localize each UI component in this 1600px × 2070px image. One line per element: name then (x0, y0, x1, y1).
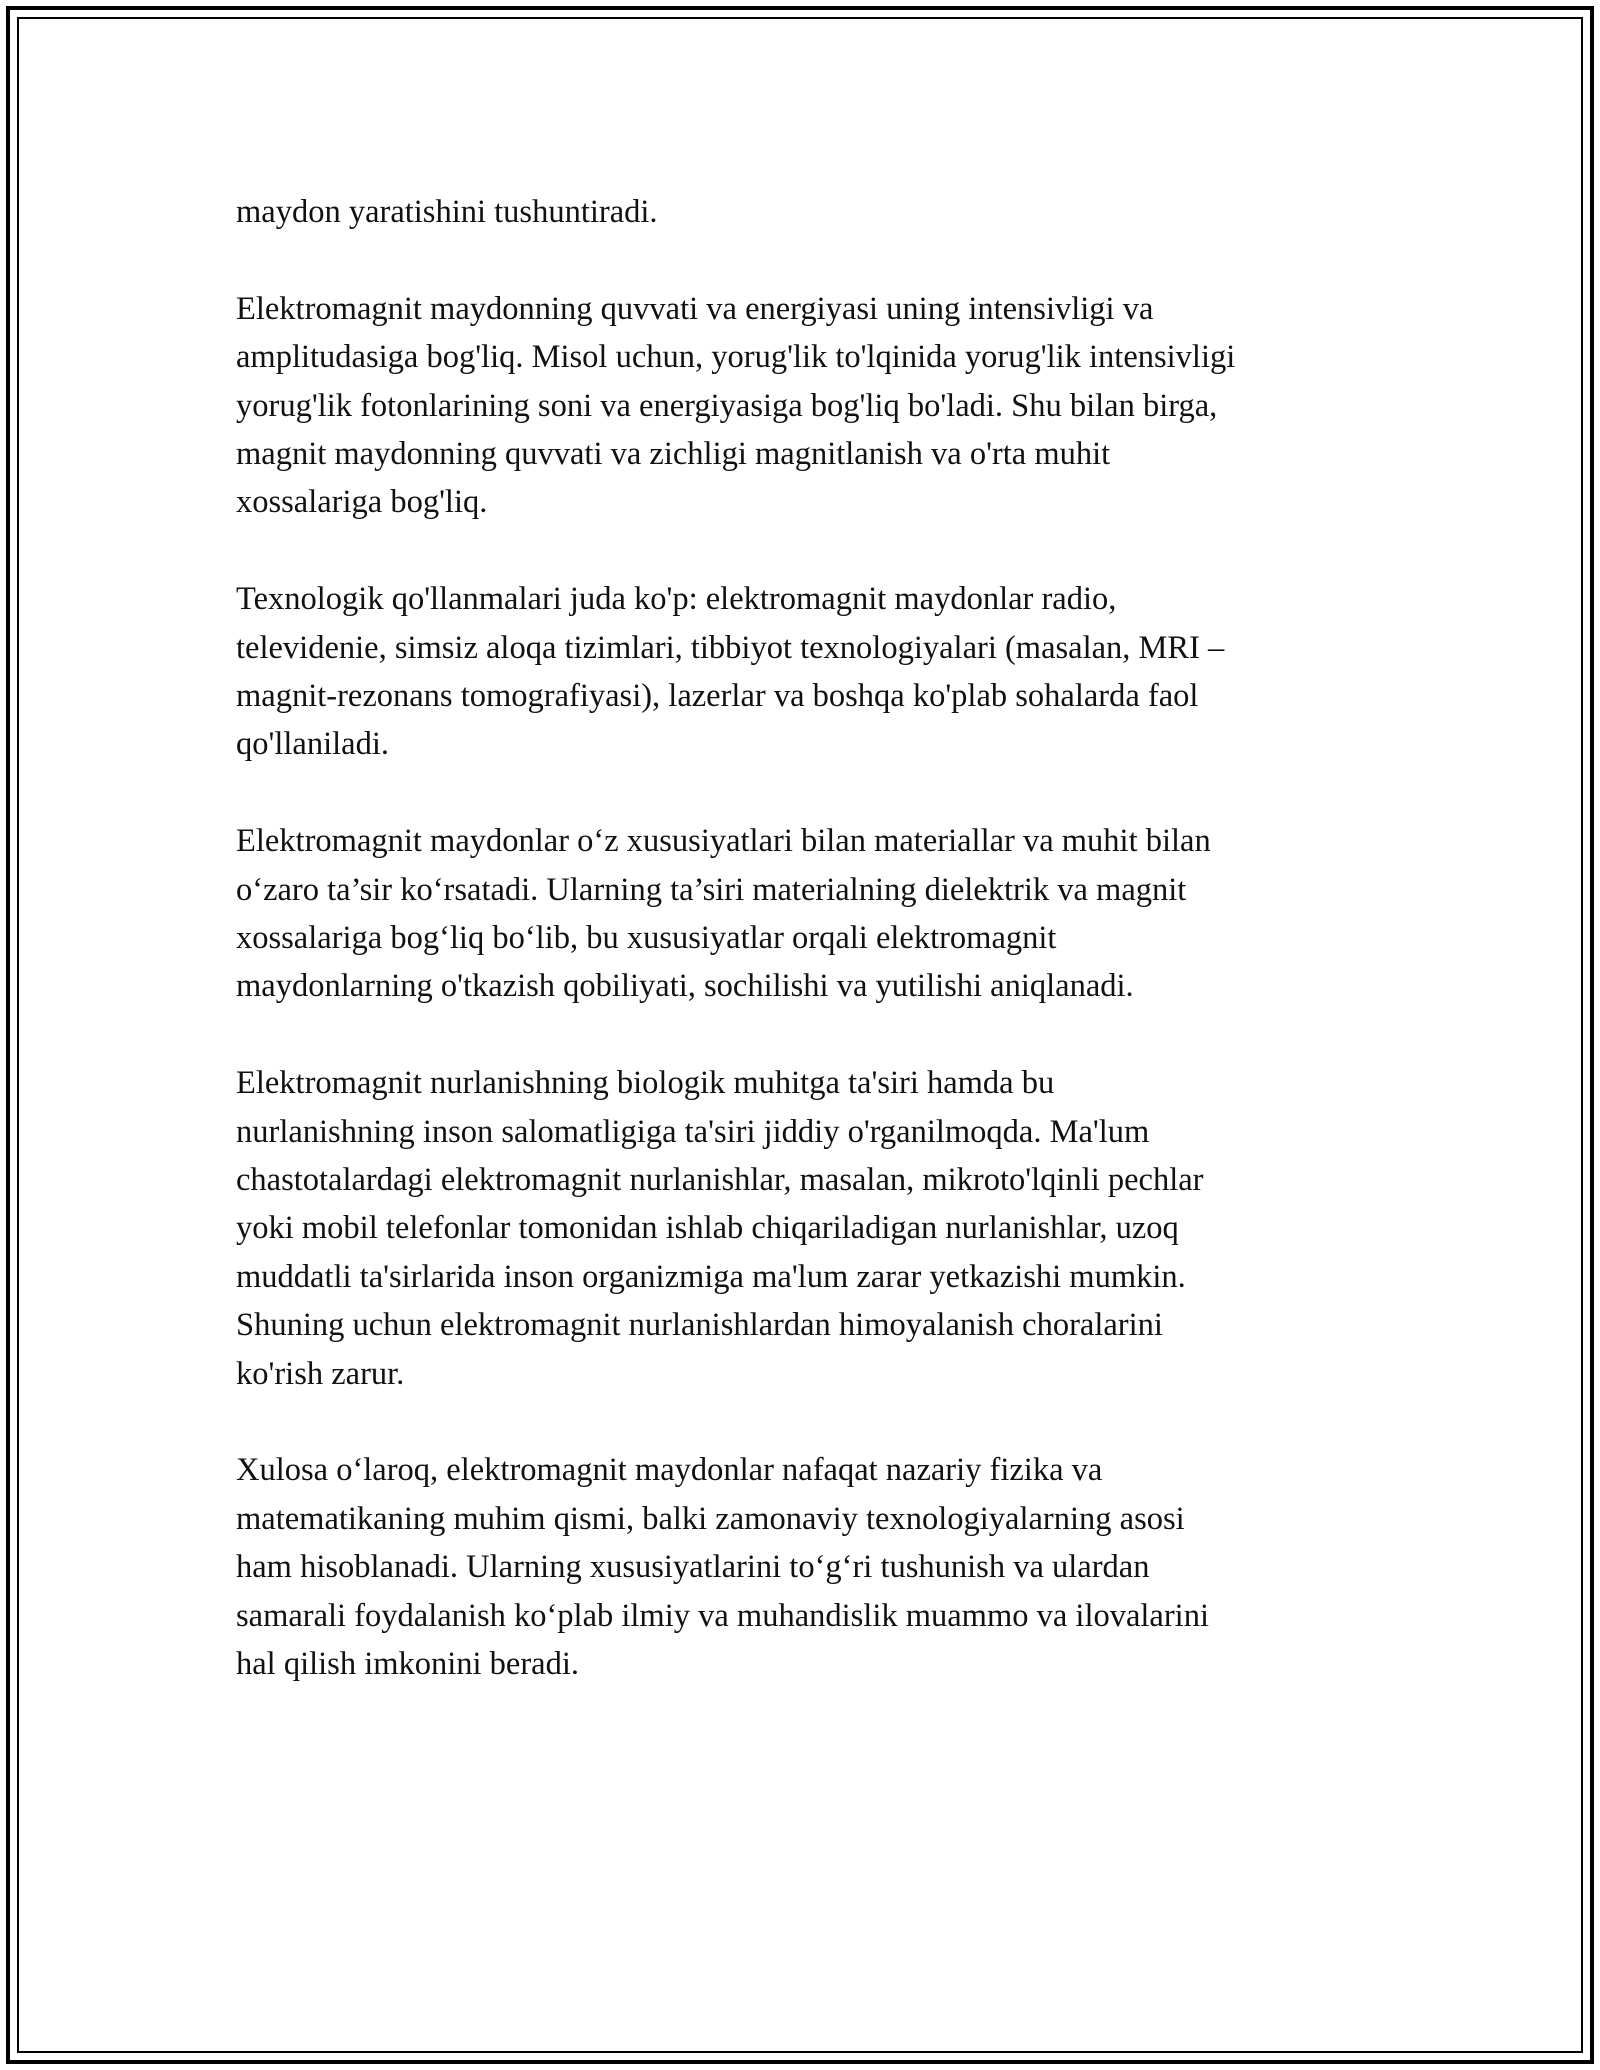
paragraph-continuation: maydon yaratishini tushuntiradi. (236, 194, 658, 230)
paragraph-conclusion: Xulosa o‘laroq, elektromagnit maydonlar nafaqat nazariy fizika va matematikaning muhim qismi, balki zamonaviy texnologiyalarning asosi ham hisoblanadi. Ularning xususiyatlarini to‘g‘ri tushunish va ulardan samarali foydalanish ko‘plab ilmiy va muhandislik muammo va ilovalarini hal qilish imkonini beradi. (236, 1452, 1209, 1683)
paragraph-field-energy: Elektromagnit maydonning quvvati va energiyasi uning intensivligi va amplitudasiga bog'liq. Misol uchun, yorug'lik to'lqinida yorug'lik intensivligi yorug'lik fotonlarining soni va energiyasiga bog'liq bo'ladi. Shu bilan birga, magnit maydonning quvvati va zichligi magnitlanish va o'rta muhit xossalariga bog'liq. (236, 290, 1236, 521)
paragraph-technology-applications: Texnologik qo'llanmalari juda ko'p: elektromagnit maydonlar radio, televidenie, simsiz aloqa tizimlari, tibbiyot texnologiyalari (masalan, MRI – magnit-rezonans tomografiyasi), lazerlar va boshqa ko'plab sohalarda faol qo'llaniladi. (236, 581, 1225, 763)
document-body (236, 188, 1396, 1737)
paragraph-biological-effects: Elektromagnit nurlanishning biologik muhitga ta'siri hamda bu nurlanishning inson salomatligiga ta'siri jiddiy o'rganilmoqda. Ma'lum chastotalardagi elektromagnit nurlanishlar, masalan, mikroto'lqinli pechlar yoki mobil telefonlar tomonidan ishlab chiqariladigan nurlanishlar, uzoq muddatli ta'sirlarida inson organizmiga ma'lum zarar yetkazishi mumkin. Shuning uchun elektromagnit nurlanishlardan himoyalanish choralarini ko'rish zarur. (236, 1065, 1204, 1392)
paragraph-material-interaction: Elektromagnit maydonlar o‘z xususiyatlari bilan materiallar va muhit bilan o‘zaro ta’sir ko‘rsatadi. Ularning ta’siri materialning dielektrik va magnit xossalariga bog‘liq bo‘lib, bu xususiyatlar orqali elektromagnit maydonlarning o'tkazish qobiliyati, sochilishi va yutilishi aniqlanadi. (236, 823, 1211, 1005)
